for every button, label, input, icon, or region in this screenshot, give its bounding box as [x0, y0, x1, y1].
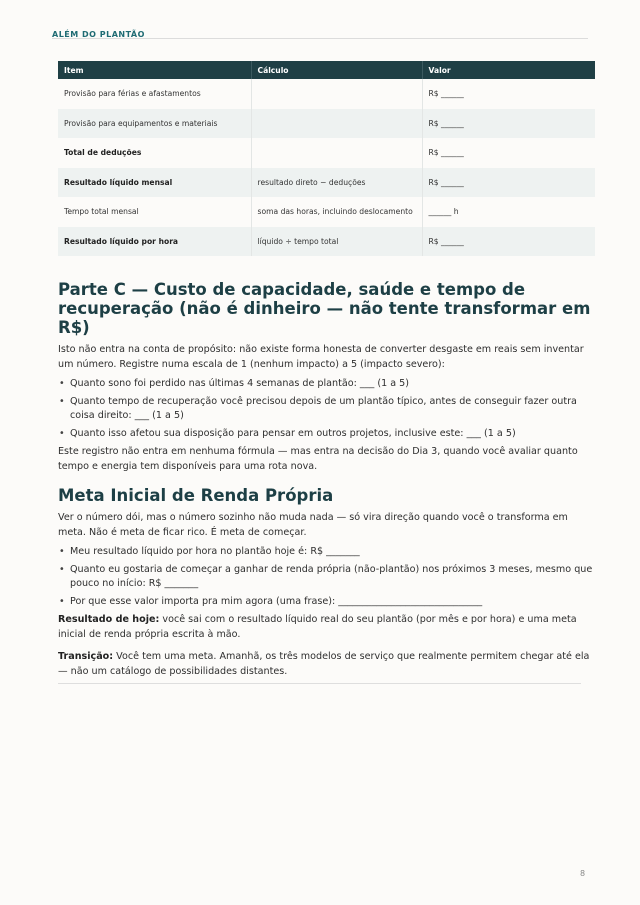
table-row [58, 109, 595, 139]
transition-text: Você tem uma meta. Amanhã, os três modelos de serviço que realmente permitem chegar até ela — não um catálogo de possibilidades distantes. [58, 651, 590, 677]
list-item: • Quanto sono foi perdido nas últimas 4 semanas de plantão: ___ (1 a 5) [58, 377, 593, 391]
column-header-valor: Valor [422, 61, 595, 79]
meta-heading: Meta Inicial de Renda Própria [58, 486, 334, 505]
table-row [58, 197, 595, 227]
calculation-table [58, 61, 595, 256]
running-title: ALÉM DO PLANTÃO [52, 30, 145, 39]
cell-value: ______ h [428, 207, 459, 217]
table-row [58, 168, 595, 198]
part-c-intro: Isto não entra na conta de propósito: não existe forma honesta de converter desgaste em reais sem inventar um número. Registre numa escala de 1 (nenhum impacto) a 5 (impacto severo): [58, 344, 584, 370]
list-item: • Quanto eu gostaria de começar a ganhar de renda própria (não-plantão) nos próximos 3 meses, mesmo que pouco no início: R$ _______ [58, 563, 593, 591]
table-header-row [58, 61, 595, 79]
result-text: você sai com o resultado líquido real do seu plantão (por mês e por hora) e uma meta inicial de renda própria escrita à mão. [58, 614, 577, 640]
list-item: • Meu resultado líquido por hora no plantão hoje é: R$ _______ [58, 545, 593, 559]
cell-item: Resultado líquido mensal [58, 168, 251, 198]
cell-value: R$ ______ [422, 227, 595, 257]
cell-calc [251, 138, 422, 168]
cell-item: Resultado líquido por hora [58, 227, 251, 257]
cell-item: Tempo total mensal [58, 197, 251, 227]
part-c-list [58, 377, 593, 441]
meta-list [58, 545, 593, 609]
transition-paragraph [58, 650, 593, 679]
cell-item: Provisão para equipamentos e materiais [58, 109, 251, 139]
main-content [58, 280, 593, 684]
column-header-item: Item [58, 61, 251, 79]
table-row [58, 138, 595, 168]
cell-calc [251, 109, 422, 139]
part-c-closing: Este registro não entra em nenhuma fórmula — mas entra na decisão do Dia 3, quando você avaliar quanto tempo e energia tem disponíveis para uma rota nova. [58, 446, 578, 472]
page-number: 8 [580, 869, 586, 878]
cell-item: Total de deduções [58, 138, 251, 168]
column-header-calculo: Cálculo [251, 61, 422, 79]
cell-value: R$ ______ [422, 109, 595, 139]
cell-item: Provisão para férias e afastamentos [58, 79, 251, 109]
meta-intro: Ver o número dói, mas o número sozinho não muda nada — só vira direção quando você o transforma em meta. Não é meta de ficar rico. É meta de começar. [58, 512, 568, 538]
cell-calc: líquido ÷ tempo total [251, 227, 422, 257]
cell-calc [251, 79, 422, 109]
running-header [52, 22, 588, 39]
result-label: Resultado de hoje: [58, 614, 160, 625]
result-paragraph [58, 613, 593, 642]
list-item: • Quanto isso afetou sua disposição para pensar em outros projetos, inclusive este: ___ (1 a 5) [58, 427, 593, 441]
transition-label: Transição: [58, 651, 114, 662]
cell-value: R$ ______ [428, 148, 464, 158]
list-item: • Quanto tempo de recuperação você precisou depois de um plantão típico, antes de conseguir fazer outra coisa direito: ___ (1 a 5) [58, 395, 593, 423]
table-row [58, 79, 595, 109]
cell-value: R$ ______ [422, 168, 595, 198]
cell-value: R$ ______ [428, 89, 464, 99]
table-row [58, 227, 595, 257]
list-item: • Por que esse valor importa pra mim agora (uma frase): ______________________________ [58, 595, 593, 609]
cell-calc: resultado direto − deduções [251, 168, 422, 198]
section-divider [58, 683, 581, 684]
cell-calc: soma das horas, incluindo deslocamento [251, 197, 422, 227]
part-c-heading: Parte C — Custo de capacidade, saúde e tempo de recuperação (não é dinheiro — não tente transformar em R$) [58, 280, 591, 337]
